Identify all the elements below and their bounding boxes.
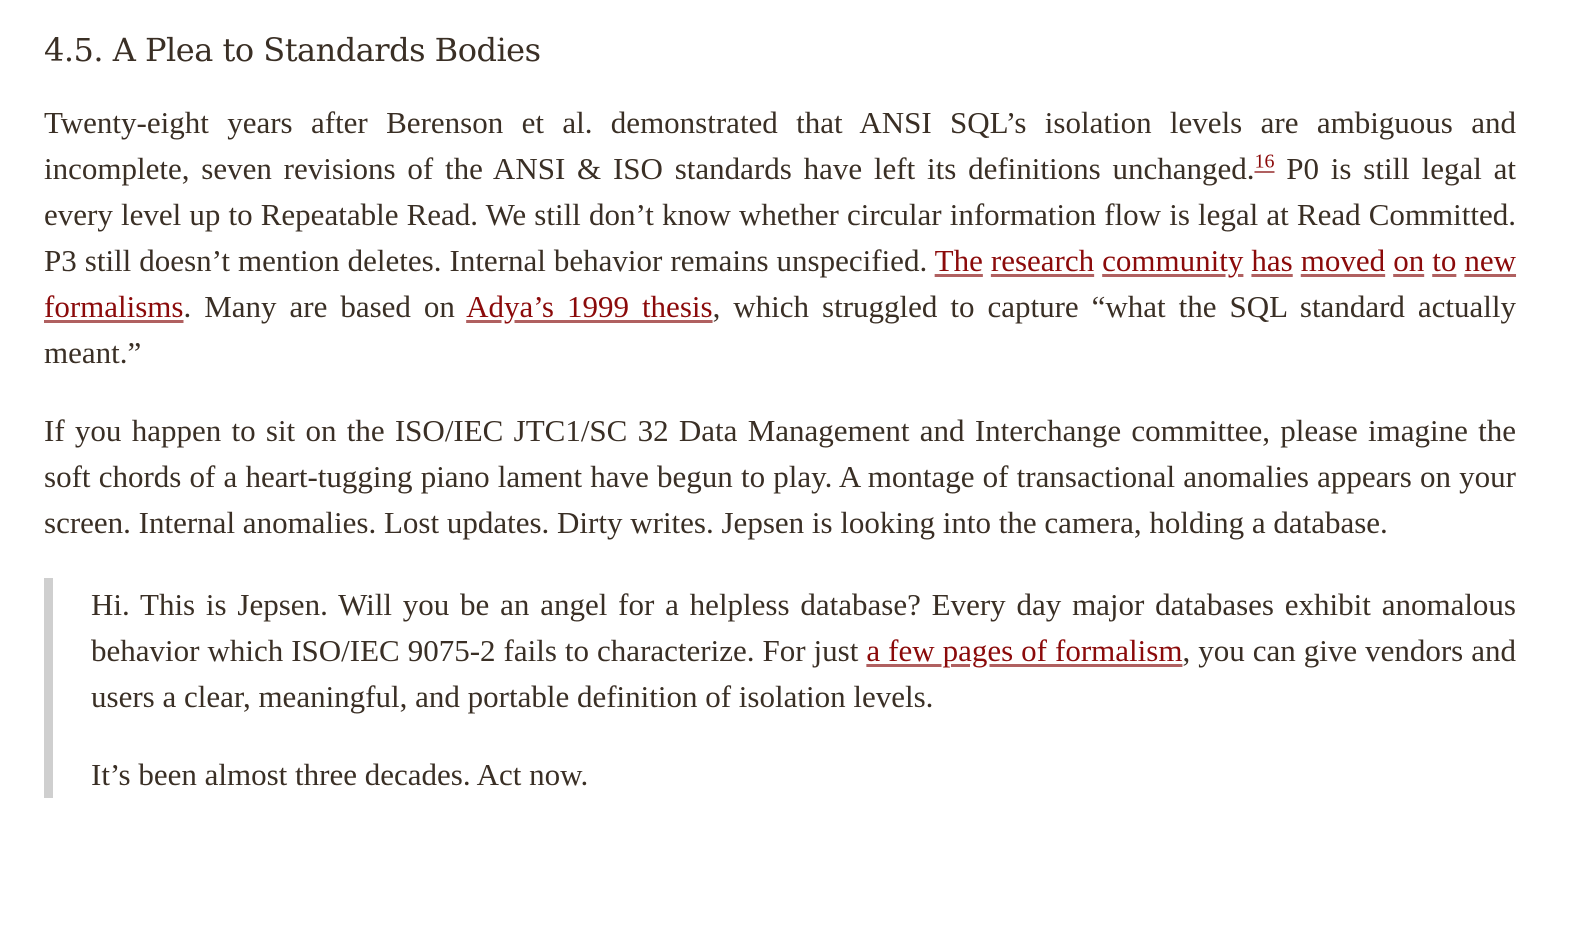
- paragraph-2: If you happen to sit on the ISO/IEC JTC1/SC 32 Data Management and Interchange committee, please imagine the soft chords of a heart-tugging piano lament have begun to play. A montage of transactional anomalies appears on your screen. Internal anomalies. Lost updates. Dirty writes. Jepsen is looking into the camera, holding a database.: [44, 413, 1516, 540]
- text: Twenty-eight years after Berenson et al. demonstrated that ANSI SQL’s isolation levels are ambiguous and incomplete, seven revisions of the ANSI & ISO standards have left its definitions unchanged.: [44, 105, 1516, 186]
- paragraph-1: [44, 100, 1516, 376]
- link-has[interactable]: has: [1251, 243, 1293, 278]
- formalism-link[interactable]: a few pages of formalism: [866, 633, 1183, 668]
- link-the[interactable]: The: [934, 243, 983, 278]
- adya-thesis-link[interactable]: Adya’s 1999 thesis: [466, 289, 713, 324]
- link-research[interactable]: research: [990, 243, 1095, 278]
- text: , which struggled to capture “what the SQL standard actually meant.”: [44, 289, 1516, 370]
- blockquote: [44, 578, 1516, 798]
- link-community[interactable]: community: [1102, 243, 1244, 278]
- text: Hi. This is Jepsen. Will you be an angel for a helpless database? Every day major databases exhibit anomalous behavior which ISO/IEC 9075-2 fails to characterize. For just: [91, 587, 1516, 668]
- link-moved[interactable]: moved: [1300, 243, 1386, 278]
- article-section: [44, 24, 1516, 798]
- text: , you can give vendors and users a clear, meaningful, and portable definition of isolation levels.: [91, 633, 1517, 714]
- link-new[interactable]: new: [1464, 243, 1517, 278]
- link-formalisms[interactable]: formalisms: [44, 289, 184, 324]
- quote-paragraph-2: It’s been almost three decades. Act now.: [91, 757, 589, 792]
- quote-paragraph-1: [91, 582, 1516, 720]
- text: P0 is still legal at every level up to Repeatable Read. We still don’t know whether circular information flow is legal at Read Committed. P3 still doesn’t mention deletes. Internal behavior remains unspecified.: [44, 151, 1516, 278]
- text: . Many are based on: [183, 289, 467, 324]
- link-to[interactable]: to: [1432, 243, 1457, 278]
- section-heading: 4.5. A Plea to Standards Bodies: [44, 31, 541, 69]
- footnote-link[interactable]: 16: [1254, 150, 1275, 173]
- link-on[interactable]: on: [1393, 243, 1425, 278]
